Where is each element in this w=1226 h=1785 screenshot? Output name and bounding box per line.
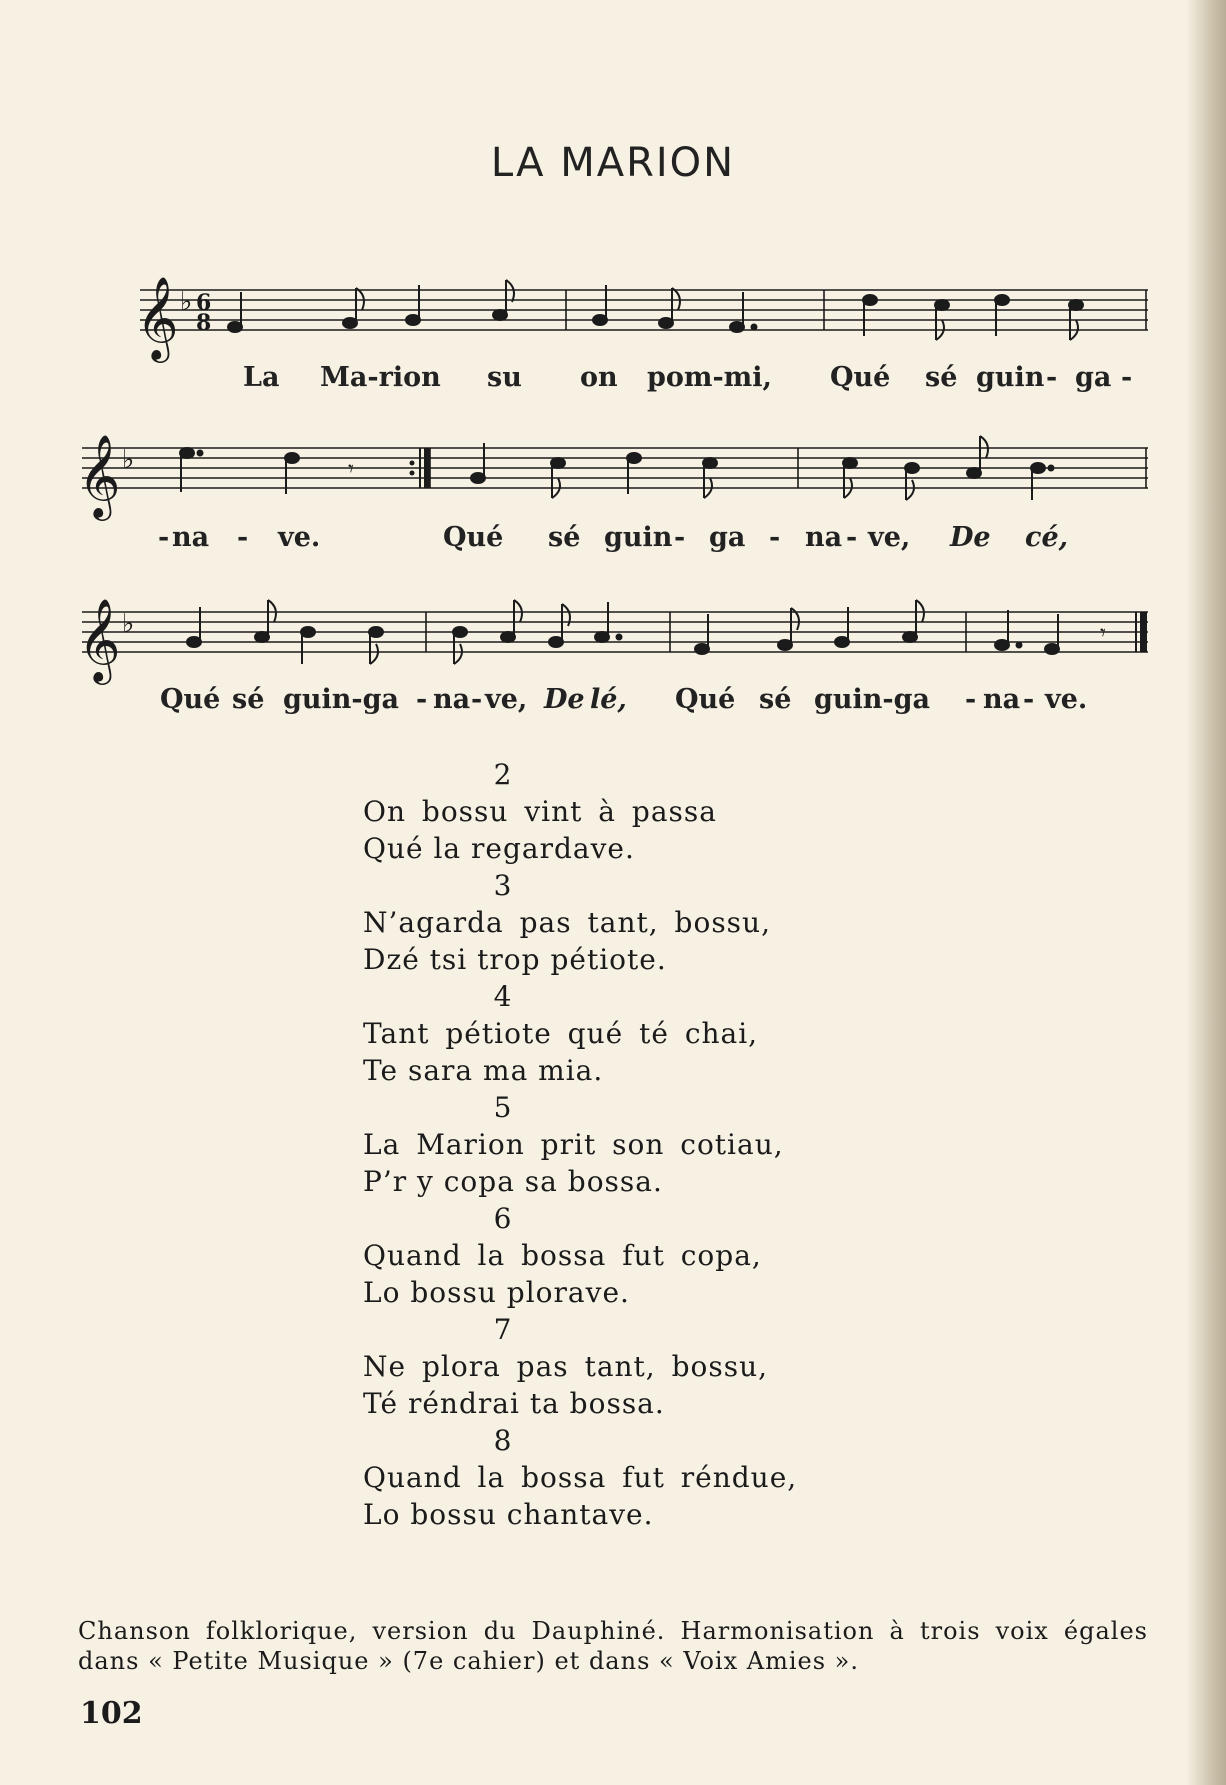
lyrics-line-2 — [0, 522, 1226, 556]
verse — [363, 756, 863, 867]
lyric-syllable: Qué — [830, 362, 891, 393]
note — [301, 627, 315, 637]
lyric-syllable: - — [1121, 362, 1133, 393]
treble-clef-icon: 𝄞 — [78, 597, 121, 681]
verse-line: Té réndrai ta bossa. — [363, 1387, 665, 1420]
lyrics-line-1 — [0, 362, 1226, 396]
lyric-syllable: guin-ga — [814, 684, 930, 715]
lyric-syllable: on — [580, 362, 618, 393]
verse-number: 5 — [493, 1091, 513, 1124]
verse — [363, 1311, 863, 1422]
note — [551, 458, 565, 468]
music-staff-1 — [130, 270, 1150, 360]
lyric-syllable: De — [544, 684, 585, 715]
verse-line: La Marion prit son cotiau, — [363, 1128, 784, 1161]
lyric-syllable: ve, — [485, 684, 528, 715]
note — [595, 632, 609, 642]
svg-text:8: 8 — [196, 310, 212, 336]
verse-number: 8 — [493, 1424, 513, 1457]
verse — [363, 1089, 863, 1200]
lyric-syllable: na — [172, 522, 210, 553]
note — [549, 637, 563, 647]
lyrics-line-3 — [0, 684, 1226, 718]
note — [843, 458, 857, 468]
note — [406, 315, 420, 325]
note — [695, 644, 709, 654]
lyric-syllable: cé, — [1025, 522, 1069, 553]
verse-line: Te sara ma mia. — [363, 1054, 604, 1087]
lyric-syllable: guin — [976, 362, 1045, 393]
verse — [363, 978, 863, 1089]
music-staff-2 — [72, 428, 1152, 518]
verse-line: Dzé tsi trop pétiote. — [363, 943, 667, 976]
music-staff-3 — [72, 592, 1152, 682]
note — [835, 637, 849, 647]
flat-sign: ♭ — [122, 609, 135, 639]
lyric-syllable: sé — [548, 522, 581, 553]
note — [627, 453, 641, 463]
note — [659, 318, 673, 328]
note — [1069, 300, 1083, 310]
verse-line: Quand la bossa fut réndue, — [363, 1461, 798, 1494]
note — [187, 637, 201, 647]
lyric-syllable: - — [416, 684, 428, 715]
lyric-syllable: na — [805, 522, 843, 553]
treble-clef-icon: 𝄞 — [78, 433, 121, 517]
note — [995, 295, 1009, 305]
lyric-syllable: ve, — [868, 522, 911, 553]
note — [593, 315, 607, 325]
lyric-syllable: pom-mi, — [647, 362, 772, 393]
note — [1031, 463, 1045, 473]
note — [703, 458, 717, 468]
note — [863, 295, 877, 305]
verse-number: 4 — [493, 980, 513, 1013]
note — [228, 322, 242, 332]
page-edge-shadow — [1186, 0, 1226, 1785]
treble-clef-icon: 𝄞 — [136, 275, 179, 359]
repeat-sign — [424, 448, 430, 488]
lyric-syllable: Ma-rion — [320, 362, 441, 393]
lyric-syllable: ga — [1075, 362, 1112, 393]
note — [995, 640, 1009, 650]
page-number: 102 — [80, 1696, 143, 1731]
verse-line: Ne plora pas tant, bossu, — [363, 1350, 769, 1383]
note — [180, 448, 194, 458]
lyric-syllable: La — [243, 362, 280, 393]
lyric-syllable: - — [1023, 684, 1035, 715]
note — [501, 632, 515, 642]
verse-line: Quand la bossa fut copa, — [363, 1239, 762, 1272]
note — [778, 640, 792, 650]
lyric-syllable: - — [769, 522, 781, 553]
note — [1045, 644, 1059, 654]
note — [730, 322, 744, 332]
song-title: LA MARION — [490, 140, 736, 186]
note — [903, 632, 917, 642]
verse-line: Lo bossu chantave. — [363, 1498, 654, 1531]
verse-line: N’agarda pas tant, bossu, — [363, 906, 771, 939]
flat-sign: ♭ — [180, 287, 193, 317]
note — [905, 463, 919, 473]
note — [369, 627, 383, 637]
lyric-syllable: sé — [925, 362, 958, 393]
note — [343, 318, 357, 328]
lyric-syllable: sé — [759, 684, 792, 715]
note — [453, 627, 467, 637]
verse-line: Lo bossu plorave. — [363, 1276, 630, 1309]
footnote: Chanson folklorique, version du Dauphiné. Harmonisation à trois voix égales dans « Petite Musique » (7e cahier) et dans « Voix Amies ». — [78, 1617, 1148, 1675]
lyric-syllable: Qué — [675, 684, 736, 715]
note — [285, 453, 299, 463]
lyric-syllable: na — [983, 684, 1021, 715]
lyric-syllable: - — [846, 522, 858, 553]
lyric-syllable: Qué — [443, 522, 504, 553]
lyric-syllable: ga — [709, 522, 746, 553]
lyric-syllable: Qué — [160, 684, 221, 715]
flat-sign: ♭ — [122, 445, 135, 475]
verse — [363, 1422, 863, 1533]
lyric-syllable: - — [674, 522, 686, 553]
lyric-syllable: sé — [232, 684, 265, 715]
lyric-syllable: - — [237, 522, 249, 553]
verse-line: Qué la regardave. — [363, 832, 635, 865]
lyric-syllable: su — [487, 362, 522, 393]
lyric-syllable: - — [158, 522, 170, 553]
time-signature: 6 — [196, 290, 212, 316]
note — [935, 300, 949, 310]
lyric-syllable: lé, — [590, 684, 627, 715]
lyric-syllable: guin-ga — [283, 684, 399, 715]
note — [493, 310, 507, 320]
verse-line: Tant pétiote qué té chai, — [363, 1017, 759, 1050]
eighth-rest-icon: 𝄾 — [348, 457, 354, 482]
final-barline — [1140, 612, 1147, 652]
note — [471, 473, 485, 483]
verse — [363, 867, 863, 978]
verse-number: 3 — [493, 869, 513, 902]
verse-line: On bossu vint à passa — [363, 795, 717, 828]
verse-number: 6 — [493, 1202, 513, 1235]
note — [967, 468, 981, 478]
verse-number: 7 — [493, 1313, 513, 1346]
lyric-syllable: - — [965, 684, 977, 715]
lyric-syllable: ve. — [1045, 684, 1088, 715]
lyric-syllable: guin — [604, 522, 673, 553]
lyric-syllable: - — [1046, 362, 1058, 393]
lyric-syllable: De — [950, 522, 991, 553]
verses-block — [363, 756, 863, 1533]
lyric-syllable: ve. — [278, 522, 321, 553]
lyric-syllable: - — [471, 684, 483, 715]
eighth-rest-icon: 𝄾 — [1100, 621, 1106, 646]
verse-line: P’r y copa sa bossa. — [363, 1165, 663, 1198]
verse — [363, 1200, 863, 1311]
verse-number: 2 — [493, 758, 513, 791]
lyric-syllable: na — [433, 684, 471, 715]
note — [255, 632, 269, 642]
